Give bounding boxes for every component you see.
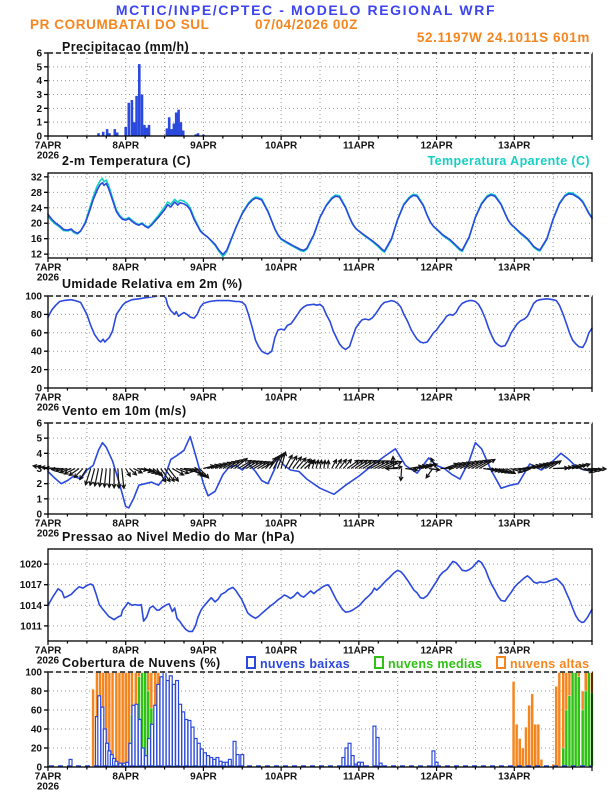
svg-text:11APR: 11APR [343,262,375,274]
svg-text:2026: 2026 [36,655,60,667]
svg-text:40: 40 [30,724,42,736]
svg-text:1014: 1014 [19,600,42,612]
svg-text:0: 0 [36,131,42,143]
svg-text:11APR: 11APR [343,140,375,152]
svg-text:10APR: 10APR [265,771,298,783]
panel-title-wind: Vento em 10m (m/s) [62,404,187,418]
svg-text:2: 2 [36,479,42,491]
svg-text:7APR: 7APR [34,140,62,152]
svg-text:11APR: 11APR [343,518,375,530]
svg-text:2: 2 [36,103,42,115]
svg-text:1020: 1020 [19,559,42,571]
svg-text:13APR: 13APR [498,140,531,152]
panel-title-precipitation: Precipitacao (mm/h) [62,40,190,54]
station-name: PR CORUMBATAI DO SUL [30,17,210,32]
model-run-datetime: 07/04/2026 00Z [255,17,358,32]
svg-text:10APR: 10APR [265,518,298,530]
svg-text:7APR: 7APR [34,392,62,404]
svg-text:12APR: 12APR [420,392,453,404]
svg-text:60: 60 [30,705,42,717]
svg-text:10APR: 10APR [265,140,298,152]
svg-text:13APR: 13APR [498,262,531,274]
svg-text:11APR: 11APR [343,771,375,783]
svg-text:2026: 2026 [36,528,60,540]
svg-text:0: 0 [36,383,42,395]
svg-text:13APR: 13APR [498,771,531,783]
svg-text:8APR: 8APR [112,645,140,657]
svg-text:1: 1 [36,117,42,129]
svg-text:2026: 2026 [36,402,60,414]
svg-text:24: 24 [30,203,42,215]
svg-text:4: 4 [36,76,42,88]
svg-text:12APR: 12APR [420,262,453,274]
svg-text:5: 5 [36,62,42,74]
svg-text:12APR: 12APR [420,518,453,530]
svg-text:12APR: 12APR [420,645,453,657]
svg-text:20: 20 [30,743,42,755]
svg-text:9APR: 9APR [190,771,217,783]
svg-text:0: 0 [36,762,42,774]
svg-text:7APR: 7APR [34,518,62,530]
svg-text:8APR: 8APR [112,518,140,530]
svg-text:3: 3 [36,464,42,475]
svg-text:13APR: 13APR [498,645,531,657]
svg-text:28: 28 [30,187,42,199]
svg-text:1017: 1017 [19,580,42,592]
svg-text:7APR: 7APR [34,262,62,274]
svg-text:10APR: 10APR [265,645,298,657]
svg-text:6: 6 [36,48,42,60]
svg-text:6: 6 [36,418,42,430]
svg-text:11APR: 11APR [343,645,375,657]
svg-text:3: 3 [36,90,42,101]
svg-text:8APR: 8APR [112,392,140,404]
panel-title-humidity: Umidade Relativa em 2m (%) [62,277,243,291]
svg-text:2026: 2026 [36,781,60,792]
svg-text:20: 20 [30,365,42,377]
svg-text:20: 20 [30,218,42,230]
svg-text:80: 80 [30,686,42,698]
svg-text:9APR: 9APR [190,645,217,657]
svg-text:10APR: 10APR [265,262,298,274]
svg-text:100: 100 [25,667,42,679]
svg-text:8APR: 8APR [112,140,140,152]
svg-text:5: 5 [36,433,42,445]
svg-text:7APR: 7APR [34,645,62,657]
svg-text:12: 12 [30,249,42,261]
svg-text:4: 4 [36,448,42,460]
svg-text:9APR: 9APR [190,262,217,274]
svg-text:9APR: 9APR [190,518,217,530]
svg-text:11APR: 11APR [343,392,375,404]
svg-text:100: 100 [25,291,42,303]
panel-title-pressure: Pressao ao Nivel Medio do Mar (hPa) [62,530,295,544]
svg-text:8APR: 8APR [112,771,140,783]
page-title: MCTIC/INPE/CPTEC - MODELO REGIONAL WRF [115,2,497,18]
legend-label-high-clouds: nuvens altas [510,657,590,671]
svg-text:9APR: 9APR [190,392,217,404]
svg-text:12APR: 12APR [420,771,453,783]
svg-text:32: 32 [30,172,42,184]
svg-text:8APR: 8APR [112,262,140,274]
svg-text:60: 60 [30,328,42,340]
svg-text:0: 0 [36,509,42,521]
apparent-temperature-legend: Temperatura Aparente (C) [427,154,590,168]
svg-text:1: 1 [36,494,42,506]
svg-text:10APR: 10APR [265,392,298,404]
legend-label-mid-clouds: nuvens medias [388,657,483,671]
svg-text:13APR: 13APR [498,392,531,404]
svg-text:40: 40 [30,346,42,358]
svg-text:12APR: 12APR [420,140,453,152]
svg-text:13APR: 13APR [498,518,531,530]
panel-title-clouds: Cobertura de Nuvens (%) [62,656,221,670]
legend-label-low-clouds: nuvens baixas [260,657,351,671]
svg-text:1011: 1011 [20,621,42,633]
svg-text:7APR: 7APR [34,771,62,783]
svg-text:2026: 2026 [36,150,60,162]
svg-text:9APR: 9APR [190,140,217,152]
station-coordinates: 52.1197W 24.1011S 601m [416,30,590,45]
panel-title-temperature: 2-m Temperatura (C) [62,154,191,168]
svg-text:80: 80 [30,309,42,321]
svg-text:2026: 2026 [36,272,60,284]
svg-text:16: 16 [30,234,42,246]
